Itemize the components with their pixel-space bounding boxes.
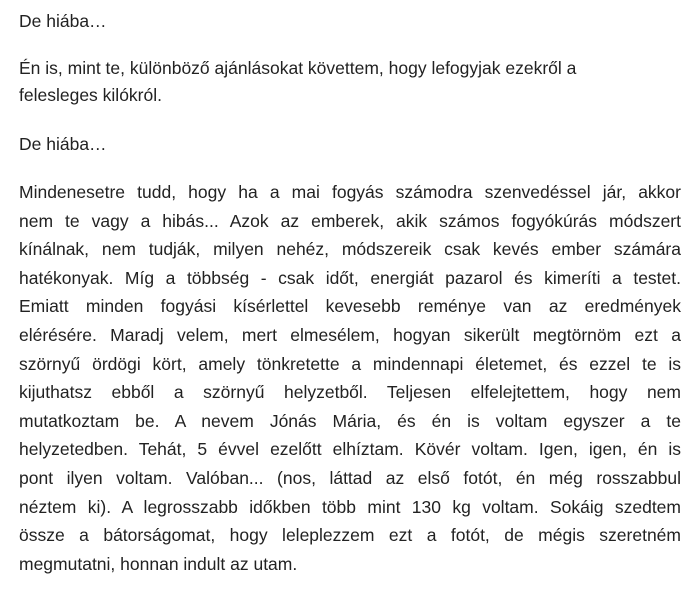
paragraph-line: mutatkoztam be. A nevem Jónás Mária, és én is voltam egyszer a te xyxy=(19,410,681,431)
paragraph-intro xyxy=(19,8,681,35)
paragraph-line: hatékonyak. Míg a többség - csak időt, energiát pazarol és kimeríti a testet. xyxy=(19,267,681,288)
paragraph-line: nem te vagy a hibás... Azok az emberek, akik számos fogyókúrás módszert xyxy=(19,210,681,231)
paragraph-story xyxy=(19,178,681,578)
paragraph-recommendations xyxy=(19,55,681,109)
paragraph-line: felesleges kilókról. xyxy=(19,85,162,105)
paragraph-line: De hiába… xyxy=(19,134,107,154)
paragraph-line: Emiatt minden fogyási kísérlettel kevesebb reménye van az eredmények xyxy=(19,296,681,317)
paragraph-line: néztem ki). A legrosszabb időkben több mint 130 kg voltam. Sokáig szedtem xyxy=(19,496,681,517)
paragraph-line: össze a bátorságomat, hogy leleplezzem ezt a fotót, de mégis szeretném xyxy=(19,525,681,546)
paragraph-line: De hiába… xyxy=(19,11,107,31)
paragraph-line: helyzetedben. Tehát, 5 évvel ezelőtt elhíztam. Kövér voltam. Igen, igen, én is xyxy=(19,439,681,460)
paragraph-line: Én is, mint te, különböző ajánlásokat követtem, hogy lefogyjak ezekről a xyxy=(19,58,577,78)
paragraph-line: Mindenesetre tudd, hogy ha a mai fogyás számodra szenvedéssel jár, akkor xyxy=(19,182,681,202)
paragraph-repeat xyxy=(19,131,681,158)
paragraph-line: elérésére. Maradj velem, mert elmesélem, hogyan sikerült megtörnöm ezt a xyxy=(19,324,681,345)
paragraph-line: szörnyű ördögi kört, amely tönkretette a mindennapi életemet, és ezzel te is xyxy=(19,353,681,374)
paragraph-line: pont ilyen voltam. Valóban... (nos, láttad az első fotót, én még rosszabbul xyxy=(19,467,681,488)
paragraph-line: kínálnak, nem tudják, milyen nehéz, módszereik csak kevés ember számára xyxy=(19,239,681,260)
paragraph-line: megmutatni, honnan indult az utam. xyxy=(19,553,298,574)
paragraph-line: kijuthatsz ebből a szörnyű helyzetből. Teljesen elfelejtettem, hogy nem xyxy=(19,382,681,403)
